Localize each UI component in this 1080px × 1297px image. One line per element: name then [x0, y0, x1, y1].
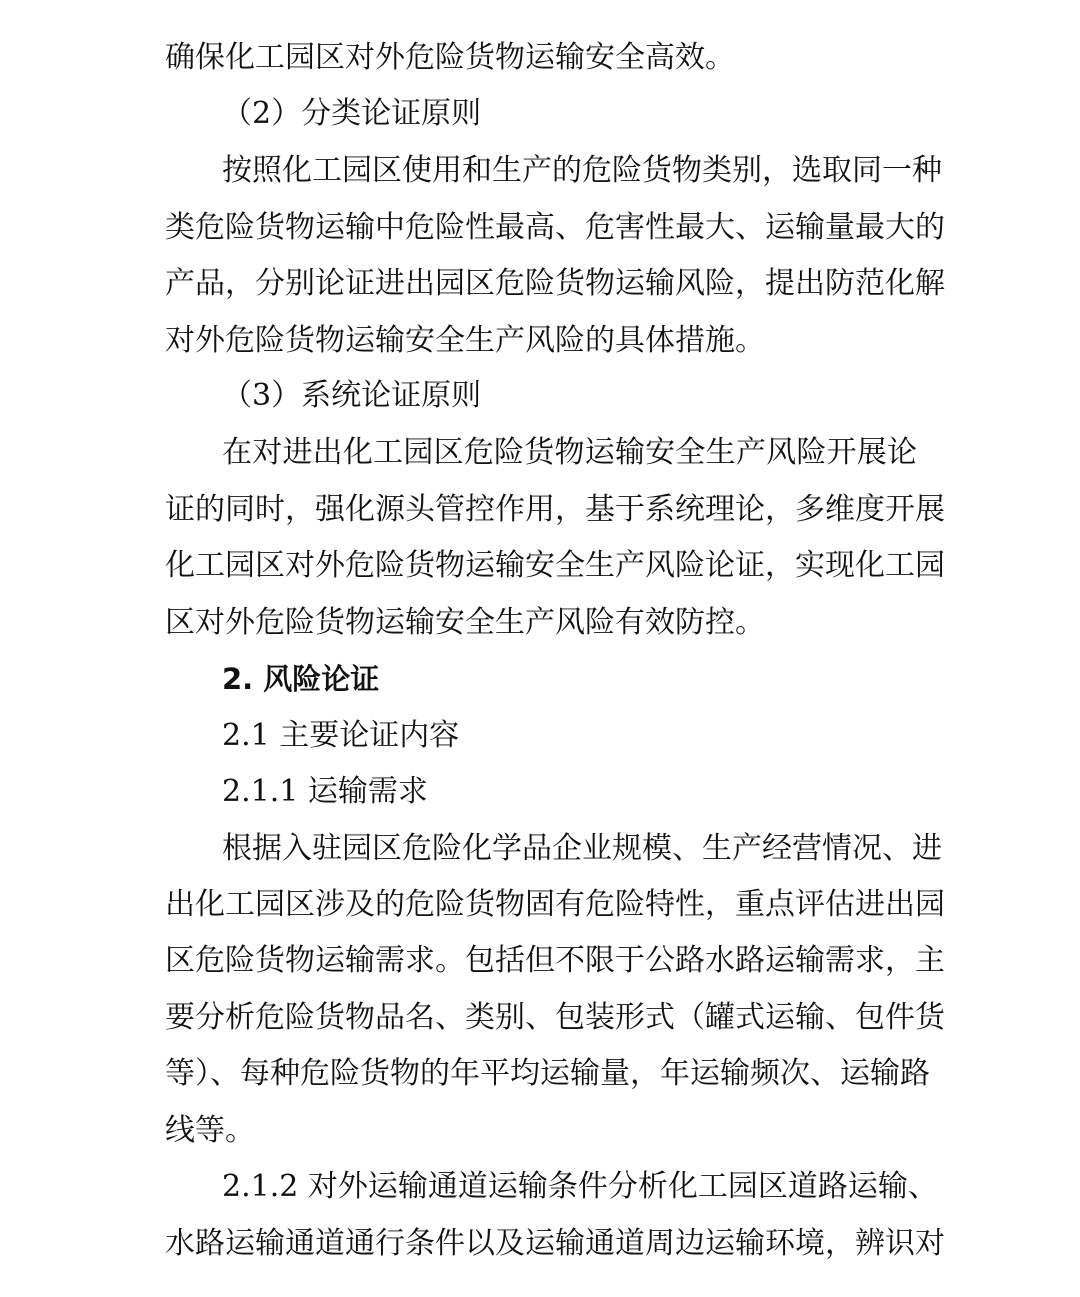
section-2-title: 2. 风险论证	[222, 662, 380, 696]
principle-2-line: 按照化工园区使用和生产的危险货物类别，选取同一种	[222, 153, 942, 188]
principle-3-line: 证的同时，强化源头管控作用，基于系统理论，多维度开展	[165, 492, 945, 527]
section-2-1-1-line: 线等。	[165, 1113, 255, 1148]
principle-2-line: 产品，分别论证进出园区危险货物运输风险，提出防范化解	[165, 266, 945, 301]
principle-2-line: 对外危险货物运输安全生产风险的具体措施。	[165, 323, 765, 358]
principle-3-line: 区对外危险货物运输安全生产风险有效防控。	[165, 605, 765, 640]
principle-3-line: 化工园区对外危险货物运输安全生产风险论证，实现化工园	[165, 548, 945, 583]
section-2-1-1-line: 根据入驻园区危险化学品企业规模、生产经营情况、进	[222, 831, 942, 866]
section-2-1-1-title: 2.1.1 运输需求	[222, 774, 428, 809]
principle-2-title: （2）分类论证原则	[222, 96, 482, 131]
principle-3-title: （3）系统论证原则	[222, 378, 482, 413]
section-2-1-1-line: 出化工园区涉及的危险货物固有危险特性，重点评估进出园	[165, 887, 945, 922]
section-2-1-2-line: 水路运输通道通行条件以及运输通道周边运输环境，辨识对	[165, 1226, 945, 1261]
section-2-1-1-line: 等）、每种危险货物的年平均运输量，年运输频次、运输路	[165, 1056, 930, 1091]
section-2-1-title: 2.1 主要论证内容	[222, 718, 460, 753]
intro-line: 确保化工园区对外危险货物运输安全高效。	[165, 40, 735, 75]
section-2-1-1-line: 区危险货物运输需求。包括但不限于公路水路运输需求，主	[165, 943, 945, 978]
section-2-1-2-line: 2.1.2 对外运输通道运输条件分析化工园区道路运输、	[222, 1169, 938, 1204]
principle-2-line: 类危险货物运输中危险性最高、危害性最大、运输量最大的	[165, 210, 945, 245]
principle-3-line: 在对进出化工园区危险货物运输安全生产风险开展论	[222, 435, 917, 470]
section-2-1-1-line: 要分析危险货物品名、类别、包装形式（罐式运输、包件货	[165, 1000, 945, 1035]
